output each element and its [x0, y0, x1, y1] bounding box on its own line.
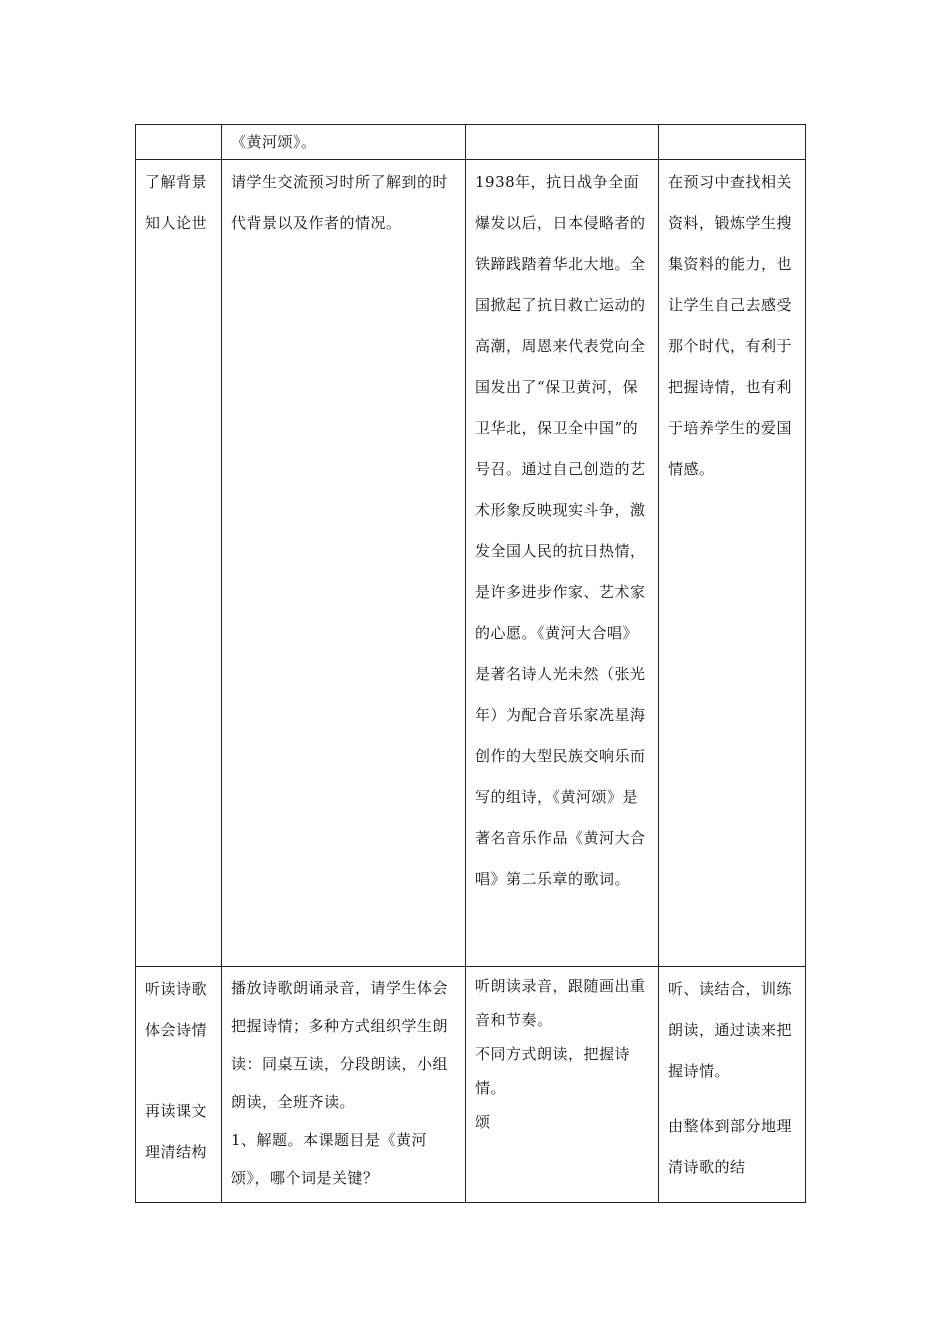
design-intent-cell [659, 967, 806, 1203]
stage-label: 听读诗歌 [145, 980, 208, 998]
table-row [136, 125, 806, 160]
stage-cell [136, 160, 222, 967]
stage-label: 理清结构 [145, 1143, 208, 1161]
lesson-plan-table [135, 124, 806, 1203]
cell-text: 请学生交流预习时所了解到的时代背景以及作者的情况。 [231, 173, 449, 232]
cell-text: 由整体到部分地理清诗歌的结 [668, 1117, 793, 1176]
cell-text: 播放诗歌朗诵录音，请学生体会把握诗情；多种方式组织学生朗读：同桌互读，分段朗读，小组朗读，全班齐读。 [231, 979, 449, 1111]
cell-text: 不同方式朗读，把握诗情。 [475, 1045, 631, 1097]
cell-text: 颂 [475, 1113, 491, 1131]
table-cell [659, 125, 806, 160]
stage-label: 体会诗情 [145, 1021, 208, 1039]
design-intent-cell [659, 160, 806, 967]
cell-text: 《黄河颂》。 [231, 133, 317, 151]
table-cell [466, 125, 659, 160]
stage-label: 了解背景 [145, 173, 208, 191]
stage-label: 知人论世 [145, 214, 208, 232]
table-row [136, 160, 806, 967]
table-cell [222, 125, 466, 160]
cell-text: 听、读结合，训练朗读，通过读来把握诗情。 [668, 980, 793, 1080]
cell-text: 1938年，抗日战争全面爆发以后，日本侵略者的铁蹄践踏着华北大地。全国掀起了抗日救亡运动的高潮，周恩来代表党向全国发出了“保卫黄河，保卫华北，保卫全中国”的号召。通过自己创造的艺术形象反映现实斗争，激发全国人民的抗日热情，是许多进步作家、艺术家的心愿。《黄河大合唱》是著名诗人光未然（张光年）为配合音乐家冼星海创作的大型民族交响乐而写的组诗，《黄河颂》是著名音乐作品《黄河大合唱》第二乐章的歌词。 [475, 173, 646, 888]
cell-text: 在预习中查找相关资料，锻炼学生搜集资料的能力，也让学生自己去感受那个时代，有利于把握诗情，也有利于培养学生的爱国情感。 [668, 173, 793, 478]
table-cell [136, 125, 222, 160]
student-activity-cell [466, 160, 659, 967]
teacher-activity-cell [222, 160, 466, 967]
cell-text: 1、解题。本课题目是《黄河颂》，哪个词是关键？ [231, 1131, 428, 1187]
cell-text: 听朗读录音，跟随画出重音和节奏。 [475, 977, 646, 1029]
stage-label: 再读课文 [145, 1102, 208, 1120]
stage-cell [136, 967, 222, 1203]
table-row [136, 967, 806, 1203]
student-activity-cell [466, 967, 659, 1203]
teacher-activity-cell [222, 967, 466, 1203]
